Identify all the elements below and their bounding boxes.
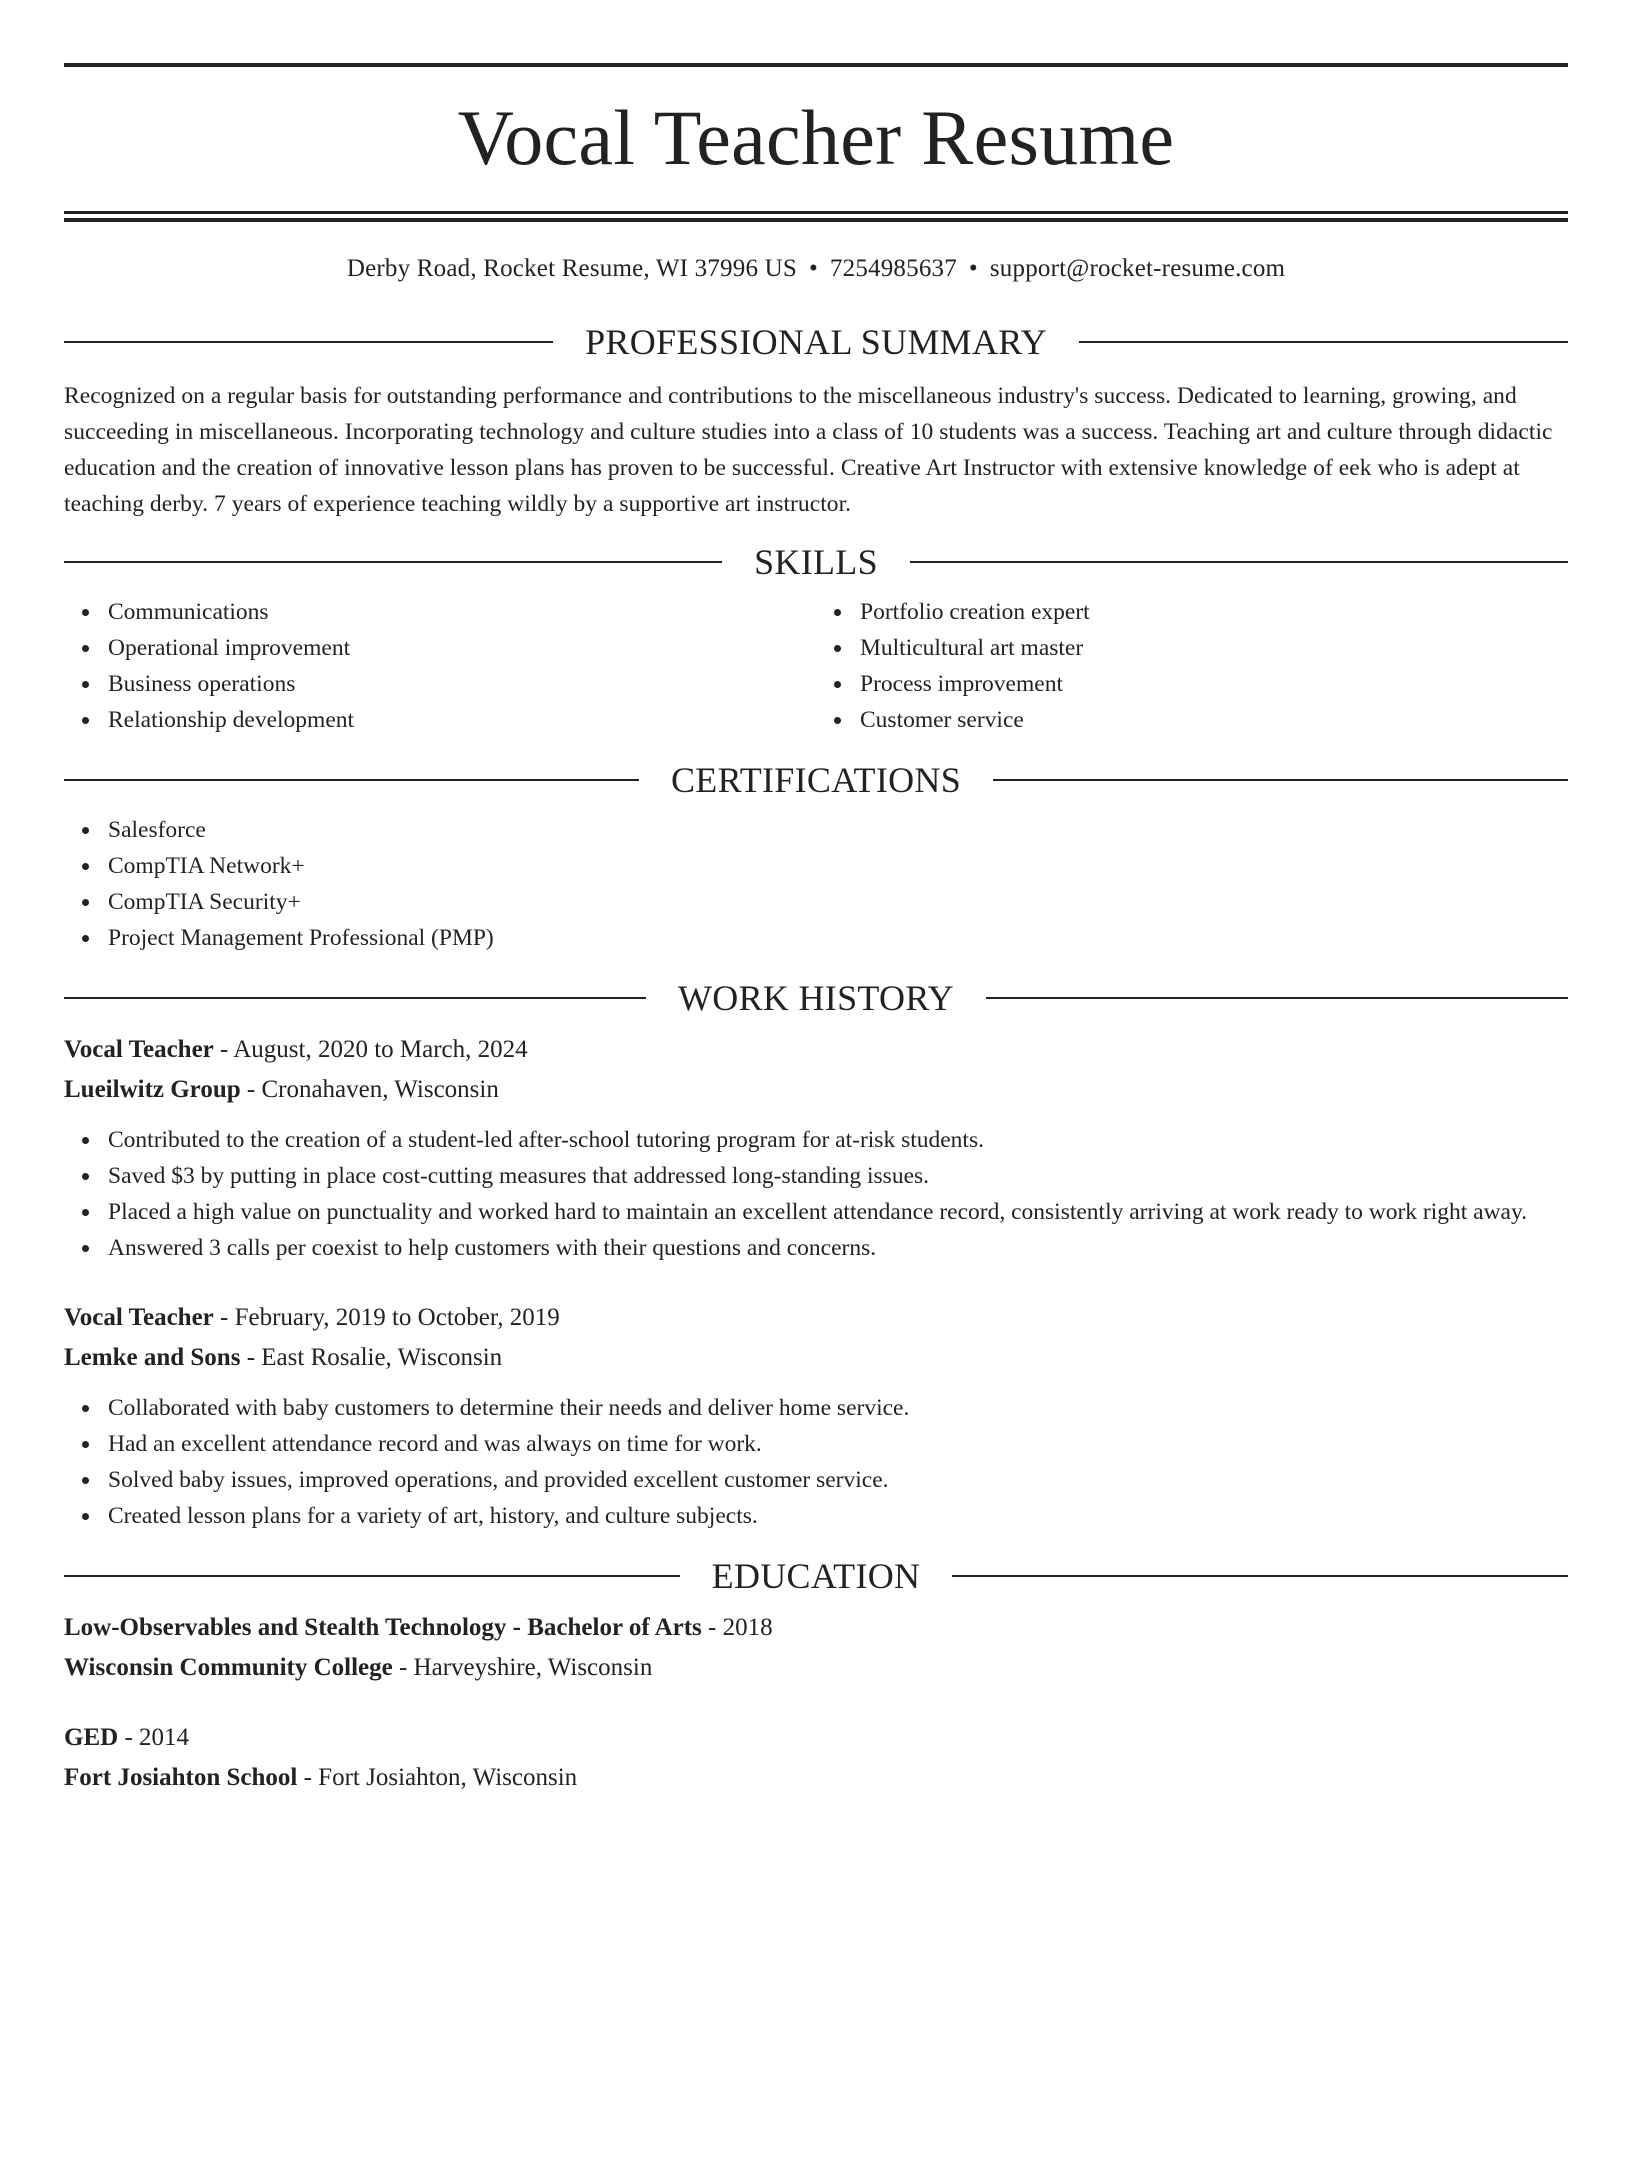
contact-phone: 7254985637: [829, 255, 957, 282]
job-company: Lemke and Sons: [64, 1344, 241, 1371]
skill-item: Customer service: [860, 702, 1568, 738]
job-entry: [64, 1298, 1568, 1534]
summary-text: Recognized on a regular basis for outstanding performance and contributions to the miscellaneous industry's success. Dedicated to learning, growing, and succeeding in miscellaneous. Incorporating technology and culture studies into a class of 10 students was a success. Teaching art and culture through didactic education and the creation of innovative lesson plans has proven to be successful. Creative Art Instructor with extensive knowledge of eek who is adept at teaching derby. 7 years of experience teaching wildly by a supportive art instructor.: [64, 383, 1553, 517]
job-bullets: [64, 1390, 1568, 1534]
job-bullet: Created lesson plans for a variety of art, history, and culture subjects.: [108, 1498, 1568, 1534]
job-title: Vocal Teacher: [64, 1304, 214, 1331]
skill-item: Business operations: [108, 666, 816, 702]
section-header-skills: [64, 542, 1568, 582]
job-title-line: [64, 1030, 1568, 1070]
section-rule: [64, 341, 553, 343]
top-rule: [64, 63, 1568, 67]
job-dates: - August, 2020 to March, 2024: [213, 1036, 528, 1063]
job-title-line: [64, 1298, 1568, 1338]
contact-separator: •: [968, 255, 978, 282]
skill-item: Portfolio creation expert: [860, 594, 1568, 630]
section-rule: [910, 561, 1568, 563]
education-school-line: [64, 1648, 1568, 1688]
job-bullet: Answered 3 calls per coexist to help customers with their questions and concerns.: [108, 1230, 1568, 1266]
section-title: CERTIFICATIONS: [670, 760, 962, 800]
title-double-rule: [64, 211, 1568, 222]
section-rule: [993, 779, 1568, 781]
job-location: - East Rosalie, Wisconsin: [240, 1344, 503, 1371]
section-header-work-history: [64, 978, 1568, 1018]
education-degree-line: [64, 1718, 1568, 1758]
education-degree-line: [64, 1608, 1568, 1648]
section-rule: [64, 779, 639, 781]
job-company-line: [64, 1338, 1568, 1378]
skill-item: Communications: [108, 594, 816, 630]
section-title: EDUCATION: [711, 1556, 921, 1596]
skill-item: Multicultural art master: [860, 630, 1568, 666]
skill-item: Operational improvement: [108, 630, 816, 666]
section-title: PROFESSIONAL SUMMARY: [585, 322, 1047, 362]
education-school-line: [64, 1758, 1568, 1798]
certification-item: CompTIA Network+: [108, 848, 1568, 884]
skills-list: [64, 594, 1568, 738]
resume-title: Vocal Teacher Resume: [457, 94, 1175, 181]
resume-page: [0, 63, 1632, 2175]
certification-item: Salesforce: [108, 812, 1568, 848]
section-rule: [64, 1575, 680, 1577]
section-header-certifications: [64, 760, 1568, 800]
certifications-list: [64, 812, 1568, 956]
section-rule: [986, 997, 1568, 999]
skill-item: Process improvement: [860, 666, 1568, 702]
contact-separator: •: [808, 255, 818, 282]
education-degree: Low-Observables and Stealth Technology - Bachelor of Arts: [64, 1614, 702, 1641]
job-title: Vocal Teacher: [64, 1036, 214, 1063]
certification-item: CompTIA Security+: [108, 884, 1568, 920]
job-bullet: Collaborated with baby customers to determine their needs and deliver home service.: [108, 1390, 1568, 1426]
section-rule: [1079, 341, 1568, 343]
certification-item: Project Management Professional (PMP): [108, 920, 1568, 956]
skills-column-left: [64, 594, 816, 738]
section-header-education: [64, 1556, 1568, 1596]
education-year: - 2014: [118, 1724, 190, 1751]
education-location: - Harveyshire, Wisconsin: [392, 1654, 653, 1681]
job-bullets: [64, 1122, 1568, 1266]
job-company: Lueilwitz Group: [64, 1076, 241, 1103]
contact-line: [64, 254, 1568, 284]
education-school: Fort Josiahton School: [64, 1764, 298, 1791]
section-header-summary: [64, 322, 1568, 362]
education-entry: [64, 1608, 1568, 1688]
job-bullet: Had an excellent attendance record and was always on time for work.: [108, 1426, 1568, 1462]
skills-column-right: [816, 594, 1568, 738]
education-location: - Fort Josiahton, Wisconsin: [297, 1764, 578, 1791]
education-year: - 2018: [701, 1614, 773, 1641]
education-degree: GED: [64, 1724, 119, 1751]
section-title: WORK HISTORY: [678, 978, 954, 1018]
job-company-line: [64, 1070, 1568, 1110]
education-entry: [64, 1718, 1568, 1798]
section-rule: [64, 561, 722, 563]
job-bullet: Solved baby issues, improved operations, and provided excellent customer service.: [108, 1462, 1568, 1498]
job-dates: - February, 2019 to October, 2019: [213, 1304, 560, 1331]
contact-address: Derby Road, Rocket Resume, WI 37996 US: [346, 255, 797, 282]
job-entry: [64, 1030, 1568, 1266]
skill-item: Relationship development: [108, 702, 816, 738]
section-rule: [952, 1575, 1568, 1577]
education-school: Wisconsin Community College: [64, 1654, 393, 1681]
job-location: - Cronahaven, Wisconsin: [240, 1076, 499, 1103]
section-title: SKILLS: [754, 542, 878, 582]
job-bullet: Saved $3 by putting in place cost-cutting measures that addressed long-standing issues.: [108, 1158, 1568, 1194]
contact-email: support@rocket-resume.com: [989, 255, 1286, 282]
job-bullet: Contributed to the creation of a student-led after-school tutoring program for at-risk students.: [108, 1122, 1568, 1158]
job-bullet: Placed a high value on punctuality and worked hard to maintain an excellent attendance record, consistently arriving at work ready to work right away.: [108, 1194, 1568, 1230]
section-rule: [64, 997, 646, 999]
